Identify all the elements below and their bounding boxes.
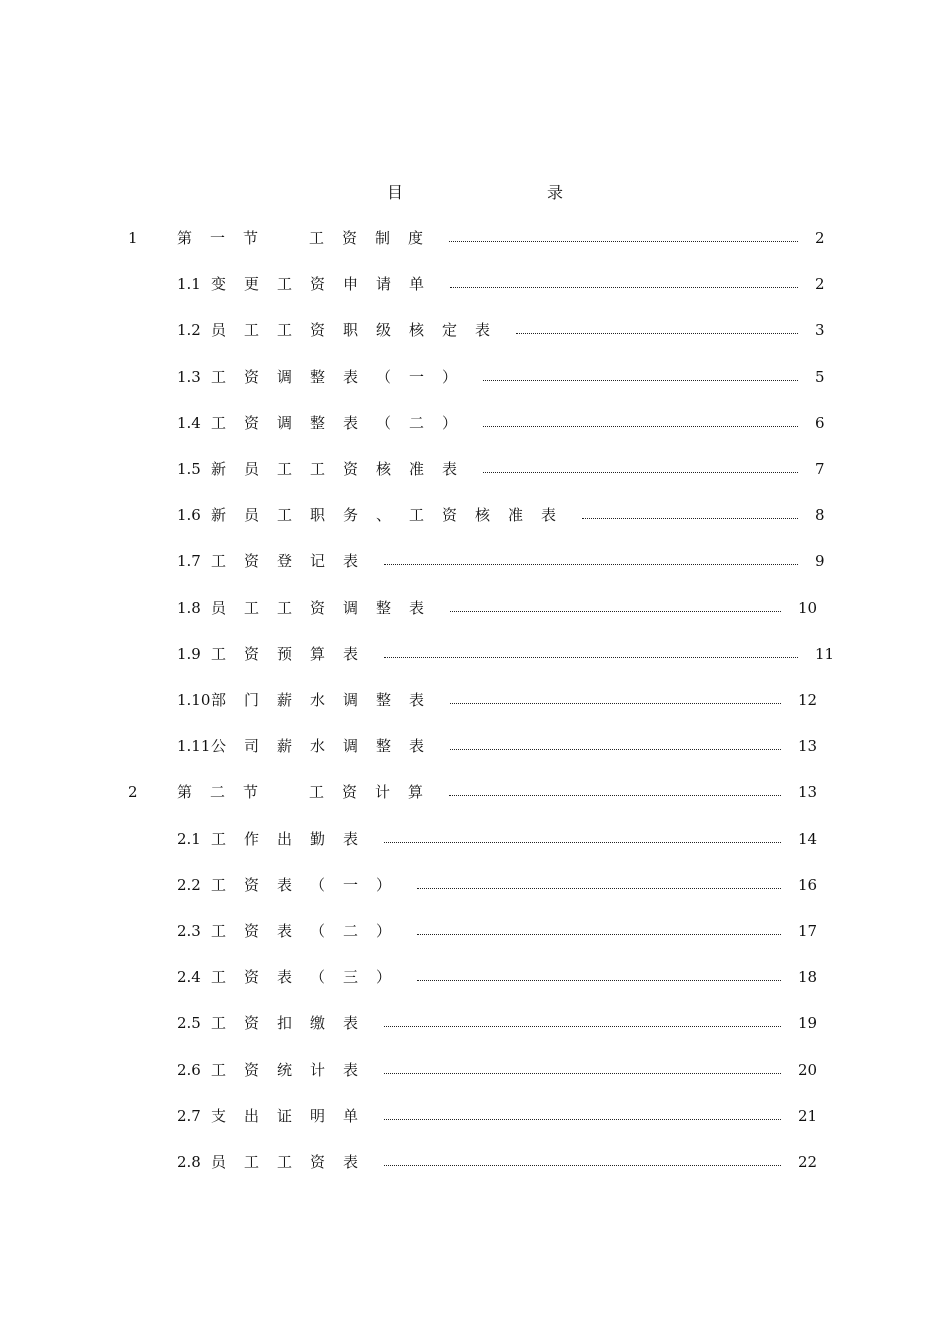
dot-leader [483,380,798,381]
section-title: 支出证明单 [211,1107,377,1125]
toc-entry[interactable] [0,1011,950,1035]
section-number: 2.1 [177,830,201,848]
toc-entry[interactable] [0,411,950,435]
dot-leader [384,1073,781,1074]
page-number: 2 [815,229,825,247]
page-number: 17 [798,922,818,940]
section-title: 员工工资表 [211,1153,377,1171]
toc-entry[interactable] [0,457,950,481]
page-number: 20 [798,1061,818,1079]
dot-leader [384,564,798,565]
dot-leader [516,333,798,334]
section-number: 1.5 [177,460,201,478]
dot-leader [449,241,798,242]
page-number: 9 [815,552,825,570]
page-number: 18 [798,968,818,986]
toc-entry-label [177,919,410,943]
section-number: 2.6 [177,1061,201,1079]
section-title: 员工工资职级核定表 [211,321,509,339]
section-title: 公司薪水调整表 [211,737,443,755]
toc-entry-label [177,318,509,342]
dot-leader [417,980,781,981]
toc-entry-label [177,1011,377,1035]
dot-leader [384,842,781,843]
section-number: 2.5 [177,1014,201,1032]
section-title: 工资调整表（一） [211,368,476,386]
page-number: 16 [798,876,818,894]
page-number: 8 [815,506,825,524]
section-title: 工资表（一） [211,876,410,894]
section-number: 2.4 [177,968,201,986]
section-title: 新员工工资核准表 [211,460,476,478]
section-number: 1.3 [177,368,201,386]
page-number: 5 [815,368,825,386]
section-number: 1.11 [177,737,211,755]
toc-entry[interactable] [0,642,950,666]
toc-entry[interactable] [0,1104,950,1128]
section-number: 1.10 [177,691,211,709]
section-number: 1.4 [177,414,201,432]
page-number: 13 [798,783,818,801]
page-number: 12 [798,691,818,709]
toc-entry-label [177,642,377,666]
page-number: 11 [815,645,835,663]
page-number: 21 [798,1107,818,1125]
toc-entry-label [177,596,443,620]
section-number: 2.3 [177,922,201,940]
section-title: 工资调整表（二） [211,414,476,432]
dot-leader [384,1026,781,1027]
toc-entry[interactable] [0,1058,950,1082]
toc-entry[interactable] [0,965,950,989]
toc-entry[interactable] [0,873,950,897]
section-title: 新员工职务、工资核准表 [211,506,575,524]
section-title: 工资表（二） [211,922,410,940]
toc-entry[interactable] [0,549,950,573]
toc-entry[interactable] [0,318,950,342]
toc-entry-label [177,457,476,481]
toc-entry-label [177,503,575,527]
toc-entry-label [177,411,476,435]
section-number: 2.7 [177,1107,201,1125]
section-number: 1.9 [177,645,201,663]
toc-entry-label [177,734,443,758]
toc-entry[interactable] [0,503,950,527]
chapter-number: 2 [128,783,138,801]
toc-entry[interactable] [0,780,950,804]
page-number: 2 [815,275,825,293]
toc-entry-label [177,272,443,296]
toc-entry[interactable] [0,919,950,943]
section-title: 工资预算表 [211,645,377,663]
section-title: 第二节 工资计算 [177,783,442,801]
page-number: 22 [798,1153,818,1171]
dot-leader [582,518,798,519]
section-number: 2.8 [177,1153,201,1171]
chapter-number: 1 [128,229,138,247]
dot-leader [384,1119,781,1120]
section-number: 1.2 [177,321,201,339]
toc-entry-label [177,965,410,989]
toc-entry-label [177,549,377,573]
page-number: 6 [815,414,825,432]
section-title: 工作出勤表 [211,830,377,848]
toc-entry-label [177,1058,377,1082]
toc-entry-label [177,688,443,712]
toc-entry[interactable] [0,272,950,296]
dot-leader [450,287,798,288]
dot-leader [450,611,781,612]
section-title: 工资登记表 [211,552,377,570]
toc-entry[interactable] [0,596,950,620]
toc-entry[interactable] [0,688,950,712]
dot-leader [450,703,781,704]
section-number: 1.6 [177,506,201,524]
toc-entry-label [177,1150,377,1174]
toc-entry-label [177,1104,377,1128]
section-number: 1.7 [177,552,201,570]
section-title: 工资扣缴表 [211,1014,377,1032]
page-number: 10 [798,599,818,617]
toc-entry-label [177,827,377,851]
toc-entry[interactable] [0,734,950,758]
dot-leader [417,888,781,889]
page-number: 13 [798,737,818,755]
section-title: 第一节 工资制度 [177,229,442,247]
section-title: 部门薪水调整表 [211,691,443,709]
dot-leader [483,426,798,427]
section-title: 工资表（三） [211,968,410,986]
dot-leader [384,657,798,658]
dot-leader [450,749,781,750]
toc-entry[interactable] [0,226,950,250]
toc-entry-label [177,365,476,389]
toc-entry[interactable] [0,365,950,389]
page-number: 19 [798,1014,818,1032]
section-title: 变更工资申请单 [211,275,443,293]
toc-entry[interactable] [0,1150,950,1174]
section-number: 1.8 [177,599,201,617]
toc-entry[interactable] [0,827,950,851]
dot-leader [384,1165,781,1166]
section-title: 员工工资调整表 [211,599,443,617]
section-number: 1.1 [177,275,201,293]
dot-leader [483,472,798,473]
section-number: 2.2 [177,876,201,894]
dot-leader [449,795,781,796]
toc-entry-label [177,873,410,897]
page-number: 7 [815,460,825,478]
page-number: 3 [815,321,825,339]
section-title: 工资统计表 [211,1061,377,1079]
page-number: 14 [798,830,818,848]
toc-title: 目 录 [386,183,627,202]
dot-leader [417,934,781,935]
